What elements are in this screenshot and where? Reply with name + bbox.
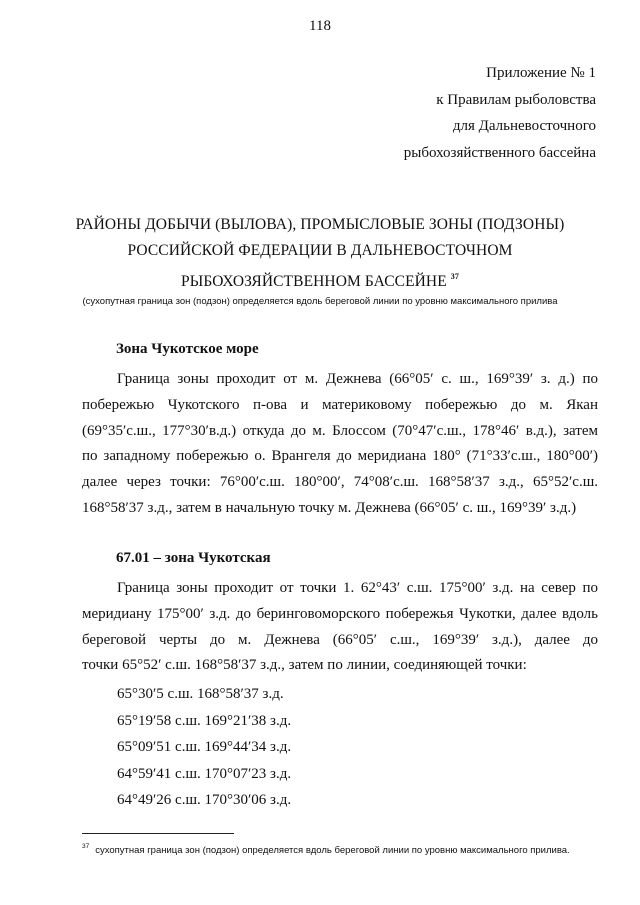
appendix-line: к Правилам рыболовства [436, 91, 596, 108]
section-paragraph-chukchi-sea [82, 367, 598, 522]
footnote [82, 843, 570, 856]
footnote-number: 37 [82, 843, 90, 850]
appendix-line: Приложение № 1 [486, 65, 596, 81]
document-title [40, 212, 600, 295]
title-line: РАЙОНЫ ДОБЫЧИ (ВЫЛОВА), ПРОМЫСЛОВЫЕ ЗОНЫ (ПОДЗОНЫ) [75, 216, 565, 233]
page-number: 118 [309, 18, 331, 34]
title-line: РОССИЙСКОЙ ФЕДЕРАЦИИ В ДАЛЬНЕВОСТОЧНОМ [127, 242, 513, 259]
paragraph-line: Граница зоны проходит от точки 1. 62°43′ с.ш. 175°00′ з.д. на север по [117, 580, 598, 596]
paragraph-line: по западному побережью о. Врангеля до меридиана 180° (71°33′с.ш., 180°00′) [82, 448, 598, 465]
coordinate-point: 65°19′58 с.ш. 169°21′38 з.д. [117, 712, 292, 729]
section-heading-chukchi-sea: Зона Чукотское море [116, 341, 259, 357]
paragraph-line: меридиану 175°00′ з.д. до беринговоморского побережья Чукотки, далее вдоль [82, 605, 598, 622]
coordinate-point: 65°30′5 с.ш. 168°58′37 з.д. [117, 686, 284, 702]
paragraph-line: точки 65°52′ с.ш. 168°58′37 з.д., затем по линии, соединяющей точки: [82, 657, 527, 674]
coordinate-point: 64°59′41 с.ш. 170°07′23 з.д. [117, 765, 292, 782]
appendix-line: для Дальневосточного [452, 118, 596, 134]
section-heading-chukotka-zone: 67.01 – зона Чукотская [116, 550, 271, 566]
appendix-header [404, 60, 596, 166]
paragraph-line: 168°58′37 з.д., затем в начальную точку м. Дежнева (66°05′ с. ш., 169°39′ з.д.) [82, 499, 577, 516]
paragraph-line: (69°35′с.ш., 177°30′в.д.) откуда до м. Блоссом (70°47′с.ш., 178°46′ в.д.), затем [82, 422, 598, 439]
coordinate-point: 64°49′26 с.ш. 170°30′06 з.д. [117, 792, 292, 809]
paragraph-line: Граница зоны проходит от м. Дежнева (66°05′ с. ш., 169°39′ з. д.) по [117, 371, 598, 387]
footnote-divider [82, 833, 234, 834]
footnote-reference[interactable]: 37 [450, 272, 459, 281]
footnote-text: сухопутная граница зон (подзон) определяется вдоль береговой линии по уровню максимального прилива. [95, 845, 570, 856]
appendix-line: рыбохозяйственного бассейна [403, 144, 596, 161]
coordinate-points-list [117, 681, 291, 814]
title-line [40, 264, 600, 295]
title-subnote: (сухопутная граница зон (подзон) определяется вдоль береговой линии по уровню максимального прилива [82, 296, 558, 307]
coordinate-point: 65°09′51 с.ш. 169°44′34 з.д. [117, 739, 292, 756]
section-paragraph-chukotka-zone [82, 576, 598, 679]
title-line-text: РЫБОХОЗЯЙСТВЕННОМ БАССЕЙНЕ [181, 273, 447, 290]
paragraph-line: побережью Чукотского п-ова и материковому побережью до м. Якан [82, 396, 598, 413]
paragraph-line: далее через точки: 76°00′с.ш. 180°00′, 74°08′с.ш. 168°58′37 з.д., 65°52′с.ш. [82, 474, 598, 491]
paragraph-line: береговой черты до м. Дежнева (66°05′ с.ш., 169°39′ з.д.), далее до [82, 631, 598, 648]
